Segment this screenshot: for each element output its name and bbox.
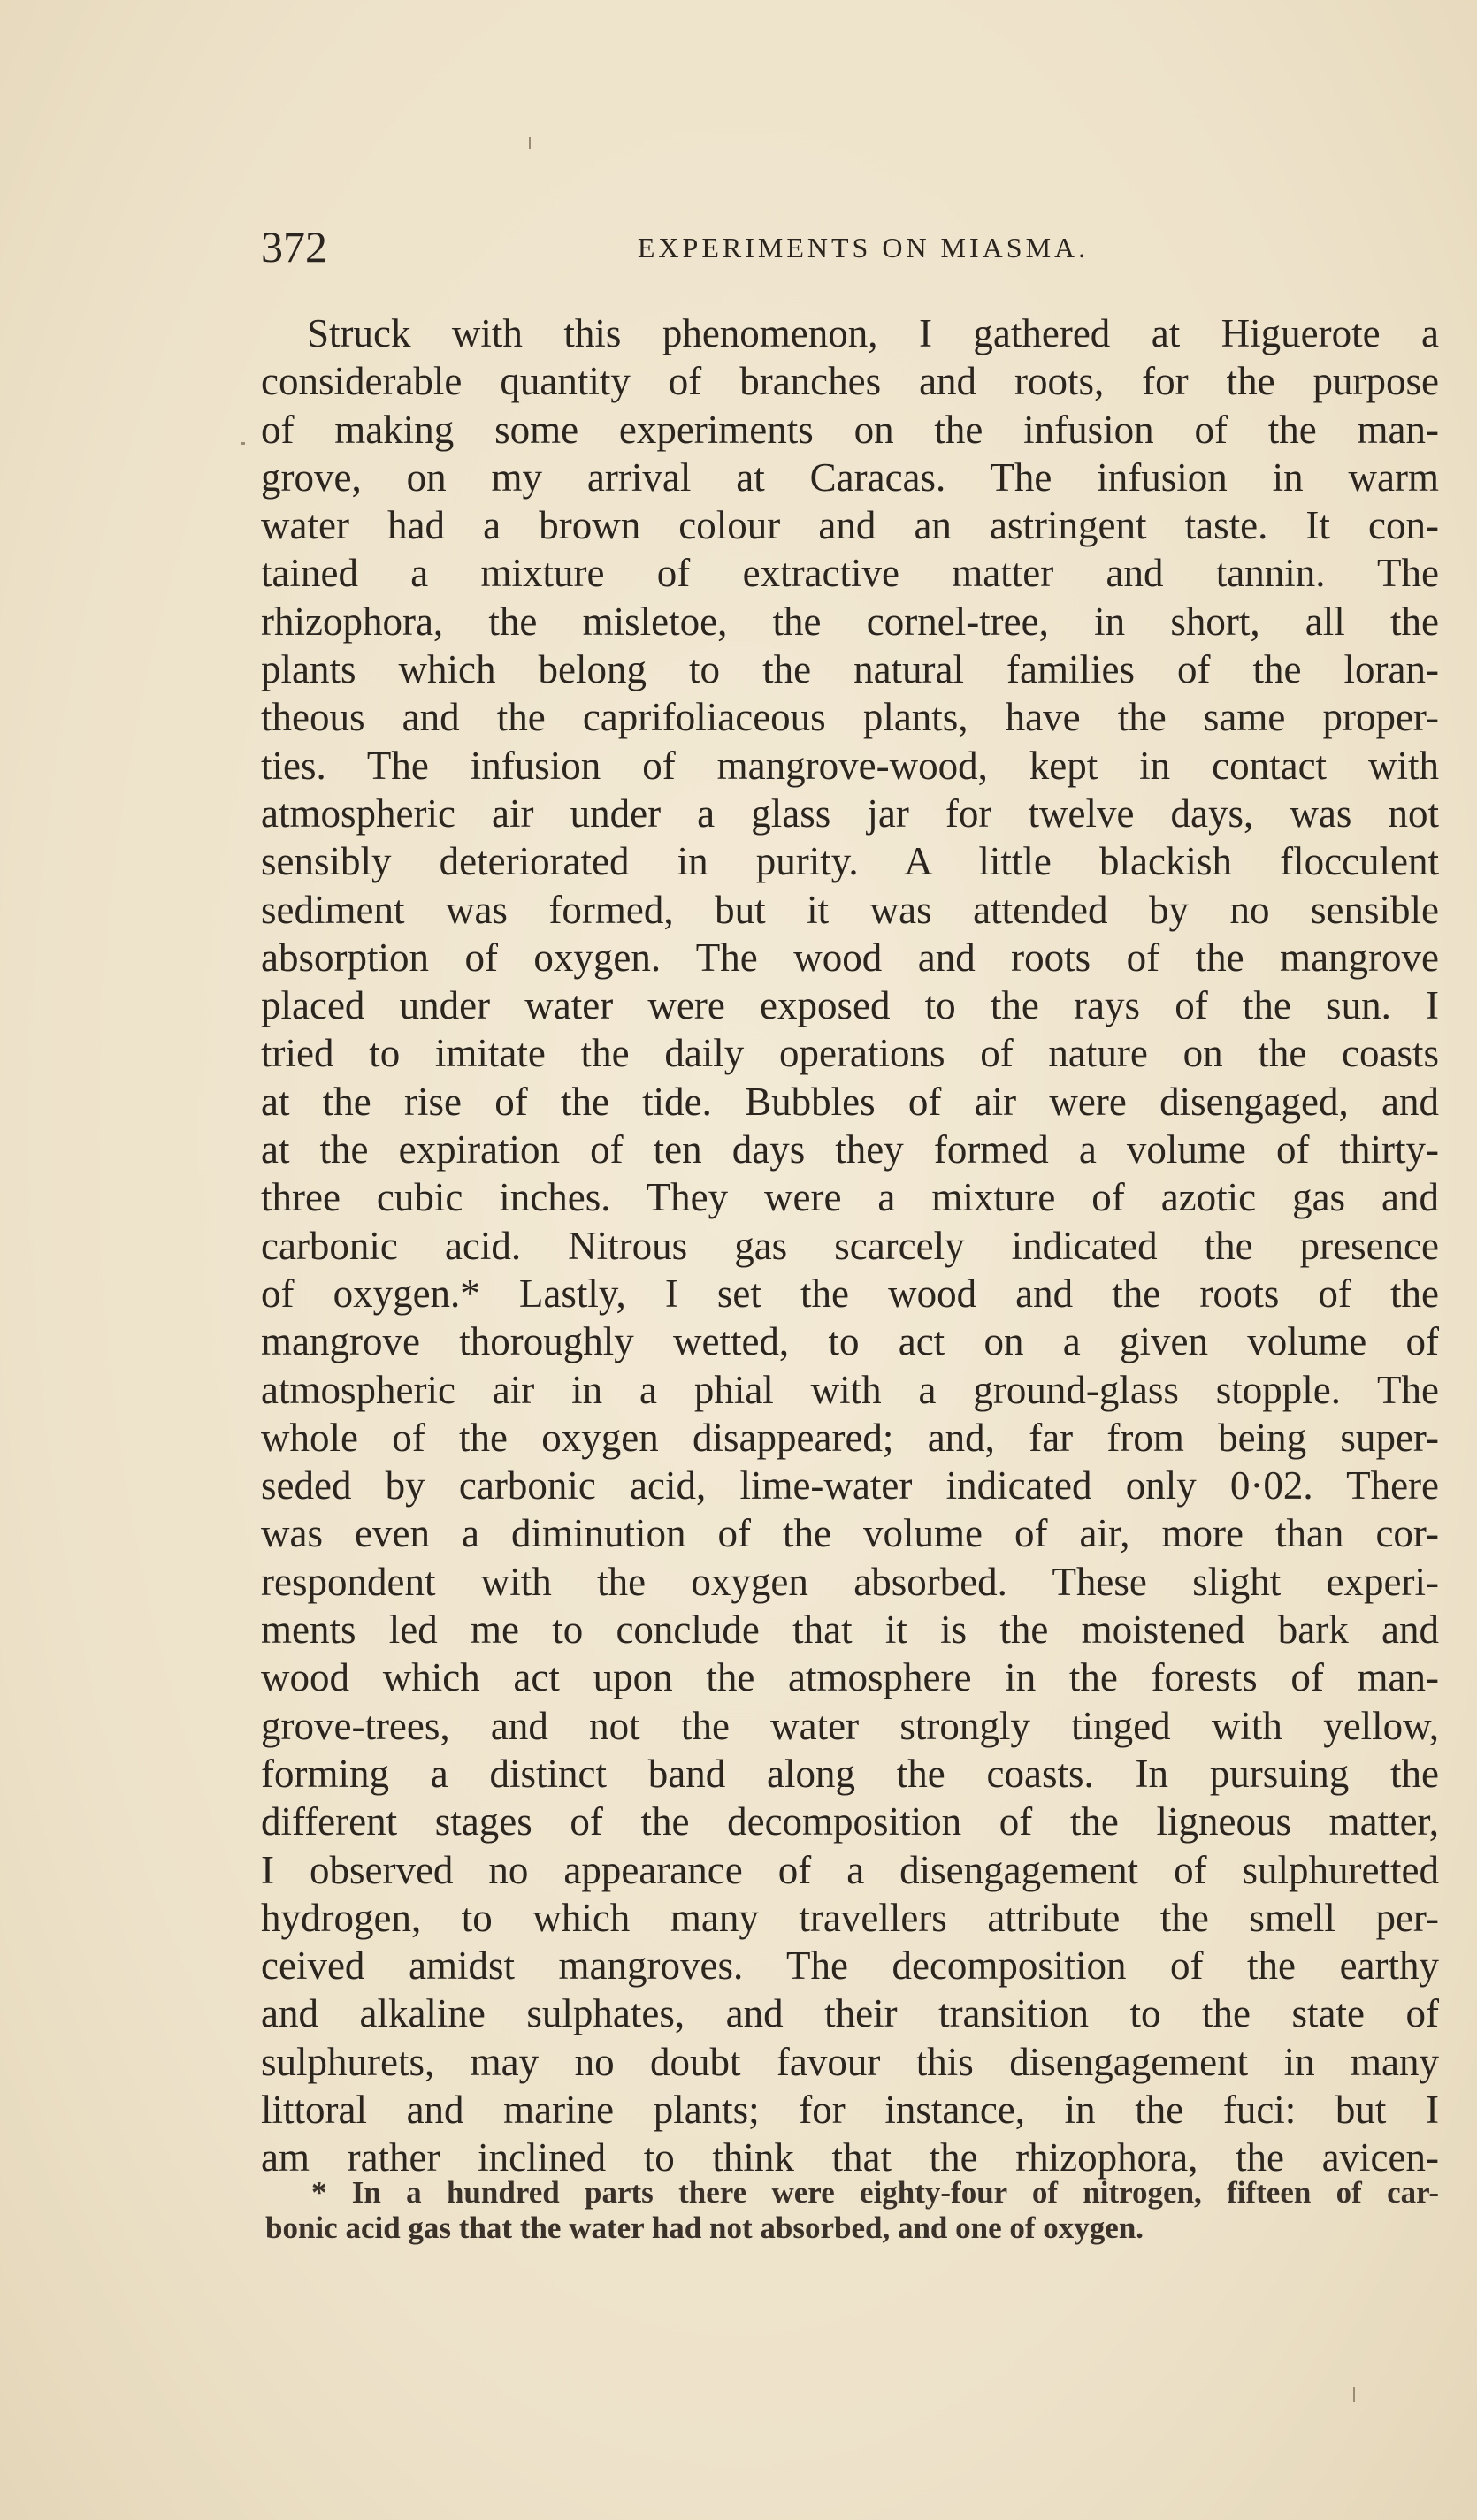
text-line: littoral and marine plants; for instance, in the fuci: but I <box>261 2087 1439 2132</box>
text-line: plants which belong to the natural families of the loran- <box>261 647 1439 692</box>
text-line: atmospheric air under a glass jar for twelve days, was not <box>261 790 1439 836</box>
text-line: respondent with the oxygen absorbed. These slight experi- <box>261 1559 1439 1604</box>
text-line: different stages of the decomposition of the ligneous matter, <box>261 1799 1439 1844</box>
text-line: tried to imitate the daily operations of nature on the coasts <box>261 1031 1439 1076</box>
text-line: carbonic acid. Nitrous gas scarcely indicated the presence <box>261 1223 1439 1268</box>
text-line: absorption of oxygen. The wood and roots of the mangrove <box>261 935 1439 980</box>
text-line: grove-trees, and not the water strongly tinged with yellow, <box>261 1703 1439 1748</box>
text-line: rhizophora, the misletoe, the cornel-tree, in short, all the <box>261 599 1439 644</box>
text-line: am rather inclined to think that the rhizophora, the avicen- <box>261 2135 1439 2180</box>
text-line: at the expiration of ten days they formed a volume of thirty- <box>261 1127 1439 1172</box>
footnote <box>265 2175 1439 2246</box>
text-line: hydrogen, to which many travellers attribute the smell per- <box>261 1895 1439 1940</box>
text-line: whole of the oxygen disappeared; and, far from being super- <box>261 1415 1439 1460</box>
text-line: forming a distinct band along the coasts. In pursuing the <box>261 1751 1439 1796</box>
scan-speck <box>1353 2387 1355 2402</box>
text-line: ments led me to conclude that it is the moistened bark and <box>261 1607 1439 1653</box>
text-line: tained a mixture of extractive matter and tannin. The <box>261 551 1439 596</box>
text-line: sediment was formed, but it was attended by no sensible <box>261 887 1439 932</box>
footnote-line: * In a hundred parts there were eighty-four of nitrogen, fifteen of car- <box>311 2175 1439 2210</box>
text-line: ties. The infusion of mangrove-wood, kept in contact with <box>261 743 1439 788</box>
text-line: considerable quantity of branches and roots, for the purpose <box>261 359 1439 404</box>
text-line: of making some experiments on the infusion of the man- <box>261 407 1439 452</box>
running-title: EXPERIMENTS ON MIASMA. <box>637 232 1090 263</box>
text-line: grove, on my arrival at Caracas. The infusion in warm <box>261 454 1439 500</box>
text-line: sulphurets, may no doubt favour this disengagement in many <box>261 2039 1439 2084</box>
text-line: atmospheric air in a phial with a ground-glass stopple. The <box>261 1367 1439 1412</box>
text-line: seded by carbonic acid, lime-water indicated only 0·02. There <box>261 1463 1439 1508</box>
text-line: and alkaline sulphates, and their transition to the state of <box>261 1991 1439 2036</box>
text-line: of oxygen.* Lastly, I set the wood and the roots of the <box>261 1271 1439 1316</box>
scan-speck <box>241 442 245 445</box>
text-line: was even a diminution of the volume of air, more than cor- <box>261 1511 1439 1556</box>
footnote-line: bonic acid gas that the water had not absorbed, and one of oxygen. <box>265 2211 1144 2245</box>
text-line: wood which act upon the atmosphere in the forests of man- <box>261 1655 1439 1700</box>
text-line: I observed no appearance of a disengagement of sulphuretted <box>261 1847 1439 1892</box>
text-line: ceived amidst mangroves. The decomposition of the earthy <box>261 1943 1439 1989</box>
body-text <box>261 309 1439 2182</box>
text-line: sensibly deteriorated in purity. A little blackish flocculent <box>261 839 1439 884</box>
text-line: theous and the caprifoliaceous plants, have the same proper- <box>261 695 1439 740</box>
text-line: three cubic inches. They were a mixture of azotic gas and <box>261 1175 1439 1220</box>
text-line: mangrove thoroughly wetted, to act on a given volume of <box>261 1319 1439 1364</box>
scan-speck <box>529 137 531 149</box>
running-head <box>261 221 1439 274</box>
page-number: 372 <box>261 222 327 271</box>
text-line: at the rise of the tide. Bubbles of air were disengaged, and <box>261 1079 1439 1124</box>
text-line: Struck with this phenomenon, I gathered at Higuerote a <box>307 311 1439 355</box>
text-line: water had a brown colour and an astringent taste. It con- <box>261 503 1439 548</box>
text-line: placed under water were exposed to the rays of the sun. I <box>261 983 1439 1028</box>
